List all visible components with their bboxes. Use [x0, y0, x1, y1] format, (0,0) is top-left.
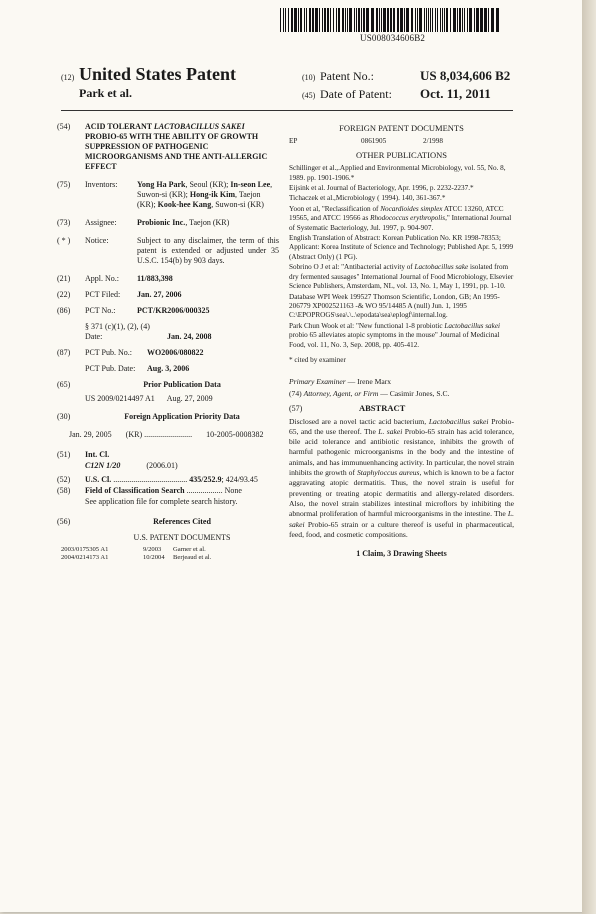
- left-column: [57, 122, 279, 562]
- page-edge: [582, 0, 596, 914]
- other-pubs-title: OTHER PUBLICATIONS: [356, 149, 447, 160]
- list-item: Schillinger et al.,.Applied and Environmental Microbiology, vol. 55, No. 8, 1989. pp. 1901-1906.*: [289, 164, 506, 182]
- inventors-field: (75) Inventors: Yong Ha Park, Seoul (KR); In-seon Lee, Suwon-si (KR); Hong-ik Kim, Taejon (KR); Kook-hee Kang, Suwon-si (KR): [57, 180, 273, 209]
- barcode-number: US008034606B2: [360, 33, 426, 43]
- list-item: 2004/0214173 A1 10/2004 Berjeaud et al.: [61, 554, 212, 561]
- first-inventor: Park et al.: [79, 86, 132, 100]
- foreign-docs-title: FOREIGN PATENT DOCUMENTS: [339, 123, 464, 133]
- int-cl-row: C12N 1/20 (2006.01): [85, 461, 178, 470]
- references-field: (56) References Cited: [57, 517, 211, 526]
- abstract-heading: (57) ABSTRACT: [289, 403, 406, 414]
- pct-no-field: (86) PCT No.: PCT/KR2006/000325: [57, 306, 210, 315]
- notice-field: ( * ) Notice: Subject to any disclaimer, the term of this patent is extended or adjusted under 35 U.S.C. 154(b) by 903 days.: [57, 236, 279, 265]
- pct-filed-field: (22) PCT Filed: Jan. 27, 2006: [57, 290, 182, 299]
- us-patent-docs-list: [61, 546, 279, 562]
- patent-number: US 8,034,606 B2: [420, 68, 511, 83]
- list-item: English Translation of Abstract: Korean Publication No. KR 1998-78353; Applicant: Korea Institute of Science and Technology; Published Apr. 5, 1999 (Abstract Only) (1 PG).: [289, 234, 514, 261]
- section-371-field: § 371 (c)(1), (2), (4) Date: Jan. 24, 2008: [85, 322, 212, 341]
- pct-pub-no-field: (87) PCT Pub. No.: WO2006/080822: [57, 348, 204, 357]
- abstract-text: Disclosed are a novel tactic acid bacterium, Lactobacillus sakei Probio-65, and the use thereof. The L. sakei Probio-65 strain has acid tolerance, bile acid tolerance and antibiotic resistance, inhibits the growth of harmful pathogenic microorganisms in the body and the intestine of animals, and has immunuenhancing activity. In particular, the novel strain inhibits the growth of Staphyloccus aureus, which is known to be a factor aggravating atopic dermatitis. Thus, the novel strain is useful for preventing or treating atopic dermatitis and allergy-related disorders. Also, the novel strain stabilizes intestinal microflors by inhibiting the abnormal proliferation of harmful microorganisms in the intestine. The L. sakei Probio-65 strain or a culture thereof is useful in pharmaceutical, feed, food, and cosmetic compositions.: [289, 416, 514, 539]
- patent-no-label: Patent No.:: [320, 69, 374, 83]
- field-of-search: (58) Field of Classification Search .................. None: [57, 486, 242, 495]
- list-item: Tichaczek et al.,Microbiology ( 1994). 140, 361-367.*: [289, 194, 446, 203]
- date-of-patent-label: Date of Patent:: [320, 87, 392, 101]
- patent-title: ACID TOLERANT LACTOBACILLUS SAKEI PROBIO-65 WITH THE ABILITY OF GROWTH SUPPRESSION OF PATHOGENIC MICROORGANISMS AND THE ANTI-ALLERGIC EFFECT: [85, 122, 268, 171]
- foreign-priority-row: Jan. 29, 2005 (KR) ........................ 10-2005-0008382: [69, 430, 264, 439]
- foreign-priority-field: (30) Foreign Application Priority Data: [57, 412, 240, 421]
- other-pubs-list: [289, 164, 514, 350]
- list-item: Eijsink et al. Journal of Bacteriology, Apr. 1996, p. 2232-2237.*: [289, 184, 474, 193]
- right-column: [289, 122, 514, 559]
- date-of-patent: Oct. 11, 2011: [420, 86, 491, 101]
- list-item: 2003/0175305 A1 9/2003 Garner et al.: [61, 546, 206, 553]
- cited-by-examiner: * cited by examiner: [289, 355, 346, 364]
- appl-no-field: (21) Appl. No.: 11/883,398: [57, 274, 173, 283]
- foreign-doc-row: EP 0861905 2/1998: [289, 137, 443, 146]
- barcode: [280, 8, 502, 32]
- header-right: (10) Patent No.: US 8,034,606 B2 (45) Date of Patent: Oct. 11, 2011: [302, 68, 511, 101]
- list-item: Park Chun Wook et al: "New functional 1-8 probiotic Lactobacillus sakei probio 65 alleviates atopic symptoms in the mouse" Journal of Medicinal Food, vol. 11, No. 3, Sep. 2008, pp. 405-412.: [289, 321, 501, 349]
- primary-examiner: Primary Examiner — Irene Marx: [289, 377, 392, 387]
- attorney: (74) Attorney, Agent, or Firm — Casimir Jones, S.C.: [289, 388, 450, 398]
- prior-pub-field: (65) Prior Publication Data: [57, 380, 221, 389]
- inid-12: (12): [61, 73, 75, 82]
- title-field: (54) ACID TOLERANT LACTOBACILLUS SAKEI PROBIO-65 WITH THE ABILITY OF GROWTH SUPPRESSION OF PATHOGENIC MICROORGANISMS AND THE ANTI-ALLERGIC EFFECT: [57, 122, 279, 172]
- pct-pub-date-field: PCT Pub. Date: Aug. 3, 2006: [85, 364, 190, 373]
- document-type: United States Patent: [79, 64, 236, 84]
- us-cl-field: (52) U.S. Cl. ..................................... 435/252.9; 424/93.45: [57, 475, 258, 484]
- prior-pub-row: US 2009/0214497 A1 Aug. 27, 2009: [85, 394, 213, 403]
- search-note: See application file for complete search history.: [85, 497, 238, 506]
- us-patent-docs-title: U.S. PATENT DOCUMENTS: [133, 533, 231, 542]
- claims-summary: 1 Claim, 3 Drawing Sheets: [356, 549, 447, 559]
- list-item: Database WPI Week 199527 Thomson Scientific, London, GB; An 1995-206779 XP002521163 -& WO 95/14485 A (null) Jun. 1, 1995 C:\EPOPROGS\sea\.\..\epodata\sea\eplogf\internal.log.: [289, 292, 500, 320]
- list-item: Sobrino O J et al: "Antibacterial activity of Lactobacillus sake isolated from dry fermented sausages" International Journal of Food Microbiology, Elsevier Science Publishers, Amsterdam, NL, vol. 13, No. 1, May 1, 1991, pp. 1-10.: [289, 263, 514, 291]
- header-rule: [61, 110, 513, 111]
- list-item: Yoon et al, "Reclassification of Nocardioides simplex ATCC 13260, ATCC 19565, and ATCC 19566 as Rhodococcus erythropolis," International Journal of Systematic Bacteriology, Jul. 1997, p. 904-907.: [289, 204, 512, 232]
- int-cl-field: (51) Int. Cl.: [57, 450, 110, 459]
- assignee-field: (73) Assignee: Probionic Inc., Taejon (KR): [57, 218, 230, 227]
- header-left: [61, 64, 236, 100]
